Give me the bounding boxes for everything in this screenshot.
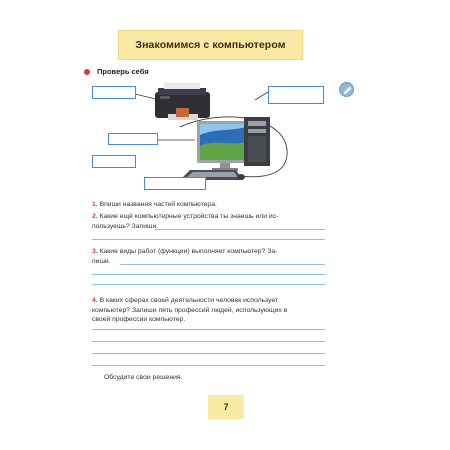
task-1 — [92, 200, 217, 210]
answer-line[interactable] — [92, 284, 325, 285]
task-1-text: Впиши названия частей компьютера. — [99, 201, 217, 208]
task-4-text-line3: своей профессии компьютер. — [92, 316, 186, 323]
answer-box-keyboard-area[interactable] — [92, 155, 136, 168]
task-4-number: 4. — [92, 297, 98, 304]
page-number: 7 — [223, 402, 229, 412]
discuss-text: Обсудите свои решения. — [104, 374, 183, 381]
task-3-text-line2: пиши. — [92, 257, 111, 265]
system-unit-image — [244, 117, 270, 166]
mouse-image — [237, 174, 245, 180]
answer-box-system-unit[interactable] — [268, 86, 324, 104]
answer-line[interactable] — [92, 274, 325, 275]
task-2-text-line1: Какие ещё компьютерные устройства ты знаешь или ис- — [99, 213, 279, 220]
answer-line[interactable] — [92, 341, 325, 342]
answer-line[interactable] — [92, 239, 325, 240]
check-yourself-label: Проверь себя — [97, 67, 149, 76]
answer-line[interactable] — [92, 365, 325, 366]
task-4-text-line2: компьютер? Запиши пять профессий людей, использующих в — [92, 306, 288, 314]
answer-line[interactable] — [155, 229, 325, 230]
answer-box-printer[interactable] — [92, 86, 136, 99]
answer-line[interactable] — [120, 264, 325, 265]
printer-image — [155, 83, 210, 120]
task-1-number: 1. — [92, 201, 98, 208]
page-title: Знакомимся с компьютером — [135, 39, 286, 51]
answer-line[interactable] — [92, 353, 325, 354]
answer-box-monitor[interactable] — [108, 133, 158, 145]
page-number-badge — [208, 395, 244, 419]
task-4 — [92, 296, 287, 325]
task-3-number: 3. — [92, 248, 98, 255]
task-4-text-line1: В каких сферах своей деятельности человек использует — [99, 297, 279, 304]
answer-line[interactable] — [92, 329, 325, 330]
answer-box-keyboard[interactable] — [144, 177, 206, 190]
task-3-text-line1: Какие виды работ (функции) выполняет компьютер? За- — [99, 248, 278, 255]
task-2-text-line2: пользуешь? Запиши. — [92, 222, 159, 230]
task-2-number: 2. — [92, 213, 98, 220]
